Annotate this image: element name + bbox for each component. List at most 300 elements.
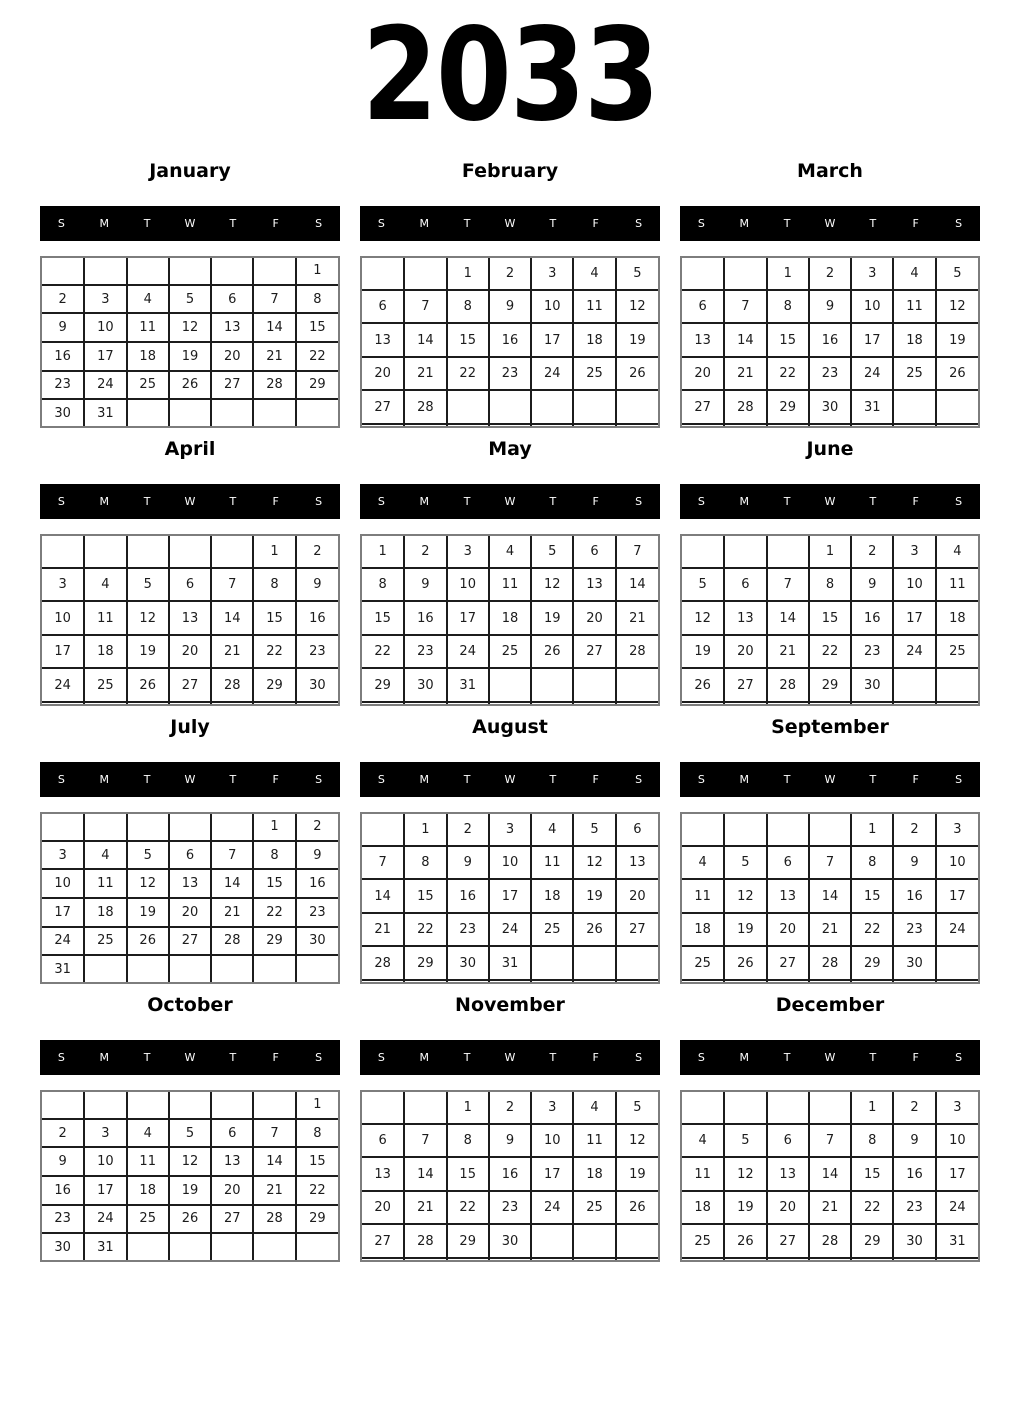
day-cell: 27 [211, 371, 253, 400]
day-cell: 20 [169, 635, 211, 669]
weekday-label: T [143, 495, 151, 508]
day-cell: 22 [447, 1191, 489, 1225]
empty-day-cell [893, 702, 935, 704]
weekday-label: S [635, 217, 643, 230]
day-cell: 12 [724, 879, 766, 913]
weekday-label: T [143, 217, 151, 230]
empty-day-cell [616, 668, 658, 702]
day-cell: 29 [296, 371, 338, 400]
day-cell: 28 [404, 390, 446, 424]
day-cell: 14 [404, 1157, 446, 1191]
week-row [682, 357, 978, 391]
day-cell: 3 [84, 285, 126, 314]
day-cell: 4 [127, 285, 169, 314]
day-cell: 29 [447, 1224, 489, 1258]
day-cell: 4 [893, 258, 935, 290]
weekday-label: S [635, 773, 643, 786]
day-cell: 26 [127, 668, 169, 702]
weekday-label: F [272, 1051, 279, 1064]
week-row [682, 814, 978, 846]
day-cell: 11 [573, 1124, 615, 1158]
day-cell: 26 [936, 357, 978, 391]
empty-day-cell [489, 668, 531, 702]
month-date-body [42, 536, 338, 704]
day-cell: 26 [169, 371, 211, 400]
day-cell: 16 [42, 1176, 84, 1205]
empty-day-cell [211, 1092, 253, 1119]
week-row [682, 1258, 978, 1260]
day-cell: 5 [127, 568, 169, 602]
day-cell: 15 [404, 879, 446, 913]
week-row [42, 313, 338, 342]
empty-day-cell [682, 424, 724, 426]
weekday-header-bar [40, 1040, 340, 1075]
week-row [42, 1176, 338, 1205]
day-cell: 10 [42, 869, 84, 898]
weekday-label: T [229, 773, 237, 786]
day-cell: 10 [936, 846, 978, 880]
empty-day-cell [84, 1092, 126, 1119]
day-cell: 27 [362, 1224, 404, 1258]
empty-day-cell [127, 536, 169, 568]
week-row [682, 913, 978, 947]
day-cell: 8 [767, 290, 809, 324]
day-cell: 3 [531, 258, 573, 290]
weekday-label: S [635, 1051, 643, 1064]
day-cell: 2 [489, 258, 531, 290]
day-cell: 1 [447, 258, 489, 290]
empty-day-cell [682, 258, 724, 290]
day-cell: 1 [253, 536, 295, 568]
day-cell: 18 [489, 601, 531, 635]
empty-day-cell [404, 702, 446, 704]
weekday-label: T [143, 1051, 151, 1064]
day-cell: 12 [573, 846, 615, 880]
weekday-label: W [504, 495, 516, 508]
day-cell: 27 [767, 1224, 809, 1258]
empty-day-cell [362, 1092, 404, 1124]
weekday-label: S [955, 773, 963, 786]
day-cell: 19 [682, 635, 724, 669]
day-cell: 11 [127, 313, 169, 342]
day-cell: 12 [169, 313, 211, 342]
empty-day-cell [531, 390, 573, 424]
week-row [362, 1092, 658, 1124]
empty-day-cell [362, 1258, 404, 1260]
day-cell: 1 [851, 814, 893, 846]
week-row [42, 1119, 338, 1148]
empty-day-cell [447, 980, 489, 982]
weekday-label: F [592, 773, 599, 786]
day-cell: 1 [362, 536, 404, 568]
day-cell: 16 [447, 879, 489, 913]
day-cell: 2 [404, 536, 446, 568]
day-cell: 7 [211, 568, 253, 602]
weekday-label: T [783, 217, 791, 230]
day-cell: 14 [724, 323, 766, 357]
months-grid [0, 150, 1020, 1262]
weekday-label: S [377, 217, 385, 230]
week-row [362, 568, 658, 602]
weekday-header-bar [680, 206, 980, 241]
day-cell: 23 [447, 913, 489, 947]
empty-day-cell [211, 399, 253, 426]
empty-day-cell [724, 814, 766, 846]
weekday-label: S [635, 495, 643, 508]
empty-day-cell [169, 814, 211, 841]
week-row [682, 879, 978, 913]
day-cell: 8 [362, 568, 404, 602]
empty-day-cell [489, 1258, 531, 1260]
empty-day-cell [127, 1233, 169, 1260]
day-cell: 30 [893, 1224, 935, 1258]
week-row [362, 846, 658, 880]
day-cell: 9 [489, 1124, 531, 1158]
weekday-label: F [592, 495, 599, 508]
day-cell: 27 [211, 1205, 253, 1234]
empty-day-cell [404, 424, 446, 426]
month-grid [680, 534, 980, 706]
empty-day-cell [682, 702, 724, 704]
day-cell: 24 [84, 371, 126, 400]
empty-day-cell [42, 258, 84, 285]
day-cell: 20 [767, 1191, 809, 1225]
day-cell: 2 [809, 258, 851, 290]
empty-day-cell [127, 258, 169, 285]
day-cell: 13 [169, 601, 211, 635]
day-cell: 17 [84, 1176, 126, 1205]
month-title: November [455, 994, 565, 1016]
day-cell: 22 [253, 635, 295, 669]
week-row [682, 946, 978, 980]
month-title: January [149, 160, 231, 182]
week-row [42, 1233, 338, 1260]
day-cell: 18 [936, 601, 978, 635]
week-row [682, 980, 978, 982]
day-cell: 20 [573, 601, 615, 635]
week-row [42, 536, 338, 568]
day-cell: 15 [253, 869, 295, 898]
week-row [362, 1157, 658, 1191]
day-cell: 25 [936, 635, 978, 669]
week-row [42, 668, 338, 702]
weekday-label: F [912, 1051, 919, 1064]
day-cell: 29 [404, 946, 446, 980]
day-cell: 30 [489, 1224, 531, 1258]
day-cell: 26 [616, 357, 658, 391]
weekday-label: S [315, 495, 323, 508]
empty-day-cell [573, 980, 615, 982]
empty-day-cell [531, 668, 573, 702]
day-cell: 28 [767, 668, 809, 702]
empty-day-cell [211, 814, 253, 841]
day-cell: 26 [127, 927, 169, 956]
day-cell: 23 [893, 1191, 935, 1225]
day-cell: 13 [169, 869, 211, 898]
empty-day-cell [362, 980, 404, 982]
day-cell: 15 [851, 879, 893, 913]
day-cell: 14 [767, 601, 809, 635]
day-cell: 27 [682, 390, 724, 424]
day-cell: 16 [809, 323, 851, 357]
empty-day-cell [42, 814, 84, 841]
day-cell: 5 [724, 846, 766, 880]
day-cell: 26 [682, 668, 724, 702]
empty-day-cell [296, 1233, 338, 1260]
week-row [682, 536, 978, 568]
day-cell: 11 [84, 869, 126, 898]
month-title: July [170, 716, 210, 738]
empty-day-cell [127, 955, 169, 982]
month-section [360, 706, 660, 984]
weekday-label: M [99, 773, 110, 786]
day-cell: 17 [42, 898, 84, 927]
empty-day-cell [809, 980, 851, 982]
day-cell: 21 [253, 342, 295, 371]
day-cell: 23 [809, 357, 851, 391]
empty-day-cell [573, 702, 615, 704]
day-cell: 17 [936, 879, 978, 913]
day-cell: 21 [616, 601, 658, 635]
empty-day-cell [682, 814, 724, 846]
day-cell: 14 [211, 601, 253, 635]
weekday-label: S [315, 773, 323, 786]
week-row [42, 1205, 338, 1234]
weekday-label: T [783, 495, 791, 508]
day-cell: 13 [682, 323, 724, 357]
empty-day-cell [851, 980, 893, 982]
day-cell: 21 [809, 1191, 851, 1225]
day-cell: 25 [682, 1224, 724, 1258]
weekday-header-bar [360, 206, 660, 241]
day-cell: 16 [296, 869, 338, 898]
week-row [682, 1191, 978, 1225]
day-cell: 28 [616, 635, 658, 669]
day-cell: 23 [296, 898, 338, 927]
day-cell: 10 [936, 1124, 978, 1158]
weekday-header-bar [680, 484, 980, 519]
week-row [682, 258, 978, 290]
day-cell: 12 [127, 869, 169, 898]
day-cell: 25 [84, 668, 126, 702]
day-cell: 1 [404, 814, 446, 846]
day-cell: 6 [169, 841, 211, 870]
month-date-table [682, 536, 978, 704]
day-cell: 20 [682, 357, 724, 391]
day-cell: 24 [531, 1191, 573, 1225]
day-cell: 27 [169, 668, 211, 702]
day-cell: 6 [211, 1119, 253, 1148]
empty-day-cell [84, 814, 126, 841]
day-cell: 31 [851, 390, 893, 424]
day-cell: 15 [253, 601, 295, 635]
month-title: February [461, 160, 559, 182]
day-cell: 9 [809, 290, 851, 324]
day-cell: 5 [616, 258, 658, 290]
day-cell: 28 [211, 927, 253, 956]
day-cell: 13 [616, 846, 658, 880]
day-cell: 19 [573, 879, 615, 913]
day-cell: 14 [362, 879, 404, 913]
empty-day-cell [127, 702, 169, 704]
day-cell: 8 [851, 846, 893, 880]
empty-day-cell [767, 1092, 809, 1124]
empty-day-cell [851, 1258, 893, 1260]
empty-day-cell [724, 980, 766, 982]
day-cell: 29 [851, 1224, 893, 1258]
weekday-label: S [57, 217, 65, 230]
day-cell: 7 [809, 846, 851, 880]
week-row [682, 424, 978, 426]
weekday-label: W [184, 495, 196, 508]
month-grid [360, 1090, 660, 1262]
day-cell: 14 [809, 879, 851, 913]
weekday-label: F [272, 217, 279, 230]
day-cell: 13 [767, 879, 809, 913]
day-cell: 24 [42, 927, 84, 956]
day-cell: 1 [296, 258, 338, 285]
day-cell: 9 [851, 568, 893, 602]
day-cell: 5 [169, 1119, 211, 1148]
day-cell: 3 [42, 841, 84, 870]
day-cell: 2 [296, 814, 338, 841]
month-date-body [682, 258, 978, 426]
day-cell: 9 [893, 1124, 935, 1158]
month-grid [40, 812, 340, 984]
weekday-label: S [697, 773, 705, 786]
day-cell: 30 [42, 399, 84, 426]
week-row [362, 879, 658, 913]
day-cell: 11 [893, 290, 935, 324]
empty-day-cell [404, 1258, 446, 1260]
day-cell: 4 [531, 814, 573, 846]
day-cell: 9 [296, 841, 338, 870]
month-title: May [488, 438, 532, 460]
day-cell: 22 [296, 1176, 338, 1205]
day-cell: 30 [447, 946, 489, 980]
weekday-label: M [99, 217, 110, 230]
empty-day-cell [253, 702, 295, 704]
month-date-body [682, 536, 978, 704]
weekday-label: T [549, 773, 557, 786]
weekday-label: T [869, 1051, 877, 1064]
day-cell: 17 [531, 323, 573, 357]
weekday-label: S [377, 773, 385, 786]
week-row [362, 946, 658, 980]
week-row [682, 568, 978, 602]
week-row [42, 601, 338, 635]
empty-day-cell [253, 399, 295, 426]
empty-day-cell [573, 1258, 615, 1260]
week-row [362, 1224, 658, 1258]
weekday-label: S [57, 495, 65, 508]
day-cell: 29 [851, 946, 893, 980]
weekday-label: T [463, 773, 471, 786]
month-grid [40, 534, 340, 706]
month-section [360, 428, 660, 706]
weekday-label: W [504, 217, 516, 230]
empty-day-cell [362, 258, 404, 290]
month-title: March [797, 160, 863, 182]
week-row [362, 668, 658, 702]
empty-day-cell [84, 536, 126, 568]
day-cell: 26 [531, 635, 573, 669]
empty-day-cell [936, 702, 978, 704]
weekday-label: W [824, 217, 836, 230]
empty-day-cell [809, 814, 851, 846]
day-cell: 14 [616, 568, 658, 602]
month-date-table [362, 1092, 658, 1260]
weekday-label: S [955, 1051, 963, 1064]
empty-day-cell [724, 424, 766, 426]
empty-day-cell [616, 702, 658, 704]
week-row [42, 927, 338, 956]
day-cell: 4 [573, 258, 615, 290]
day-cell: 16 [489, 1157, 531, 1191]
day-cell: 8 [851, 1124, 893, 1158]
month-grid [40, 256, 340, 428]
weekday-label: T [143, 773, 151, 786]
weekday-label: W [504, 773, 516, 786]
weekday-label: F [592, 1051, 599, 1064]
weekday-label: M [419, 773, 430, 786]
month-date-body [362, 1092, 658, 1260]
week-row [362, 1191, 658, 1225]
day-cell: 20 [211, 342, 253, 371]
day-cell: 12 [616, 1124, 658, 1158]
day-cell: 25 [84, 927, 126, 956]
empty-day-cell [127, 814, 169, 841]
day-cell: 16 [296, 601, 338, 635]
weekday-header-bar [40, 762, 340, 797]
empty-day-cell [362, 814, 404, 846]
month-date-table [42, 814, 338, 982]
day-cell: 27 [362, 390, 404, 424]
empty-day-cell [936, 424, 978, 426]
empty-day-cell [767, 980, 809, 982]
day-cell: 18 [682, 1191, 724, 1225]
empty-day-cell [724, 1092, 766, 1124]
day-cell: 28 [362, 946, 404, 980]
empty-day-cell [253, 258, 295, 285]
day-cell: 7 [809, 1124, 851, 1158]
day-cell: 9 [296, 568, 338, 602]
month-date-table [362, 814, 658, 982]
day-cell: 15 [447, 1157, 489, 1191]
empty-day-cell [531, 424, 573, 426]
empty-day-cell [573, 946, 615, 980]
empty-day-cell [893, 980, 935, 982]
month-date-body [362, 536, 658, 704]
day-cell: 1 [809, 536, 851, 568]
weekday-label: S [697, 495, 705, 508]
day-cell: 11 [84, 601, 126, 635]
day-cell: 19 [127, 635, 169, 669]
empty-day-cell [211, 955, 253, 982]
day-cell: 10 [851, 290, 893, 324]
empty-day-cell [169, 1092, 211, 1119]
empty-day-cell [253, 955, 295, 982]
week-row [42, 814, 338, 841]
day-cell: 1 [851, 1092, 893, 1124]
day-cell: 13 [724, 601, 766, 635]
day-cell: 3 [851, 258, 893, 290]
day-cell: 19 [169, 1176, 211, 1205]
day-cell: 19 [531, 601, 573, 635]
month-section [680, 150, 980, 428]
day-cell: 20 [169, 898, 211, 927]
week-row [362, 290, 658, 324]
